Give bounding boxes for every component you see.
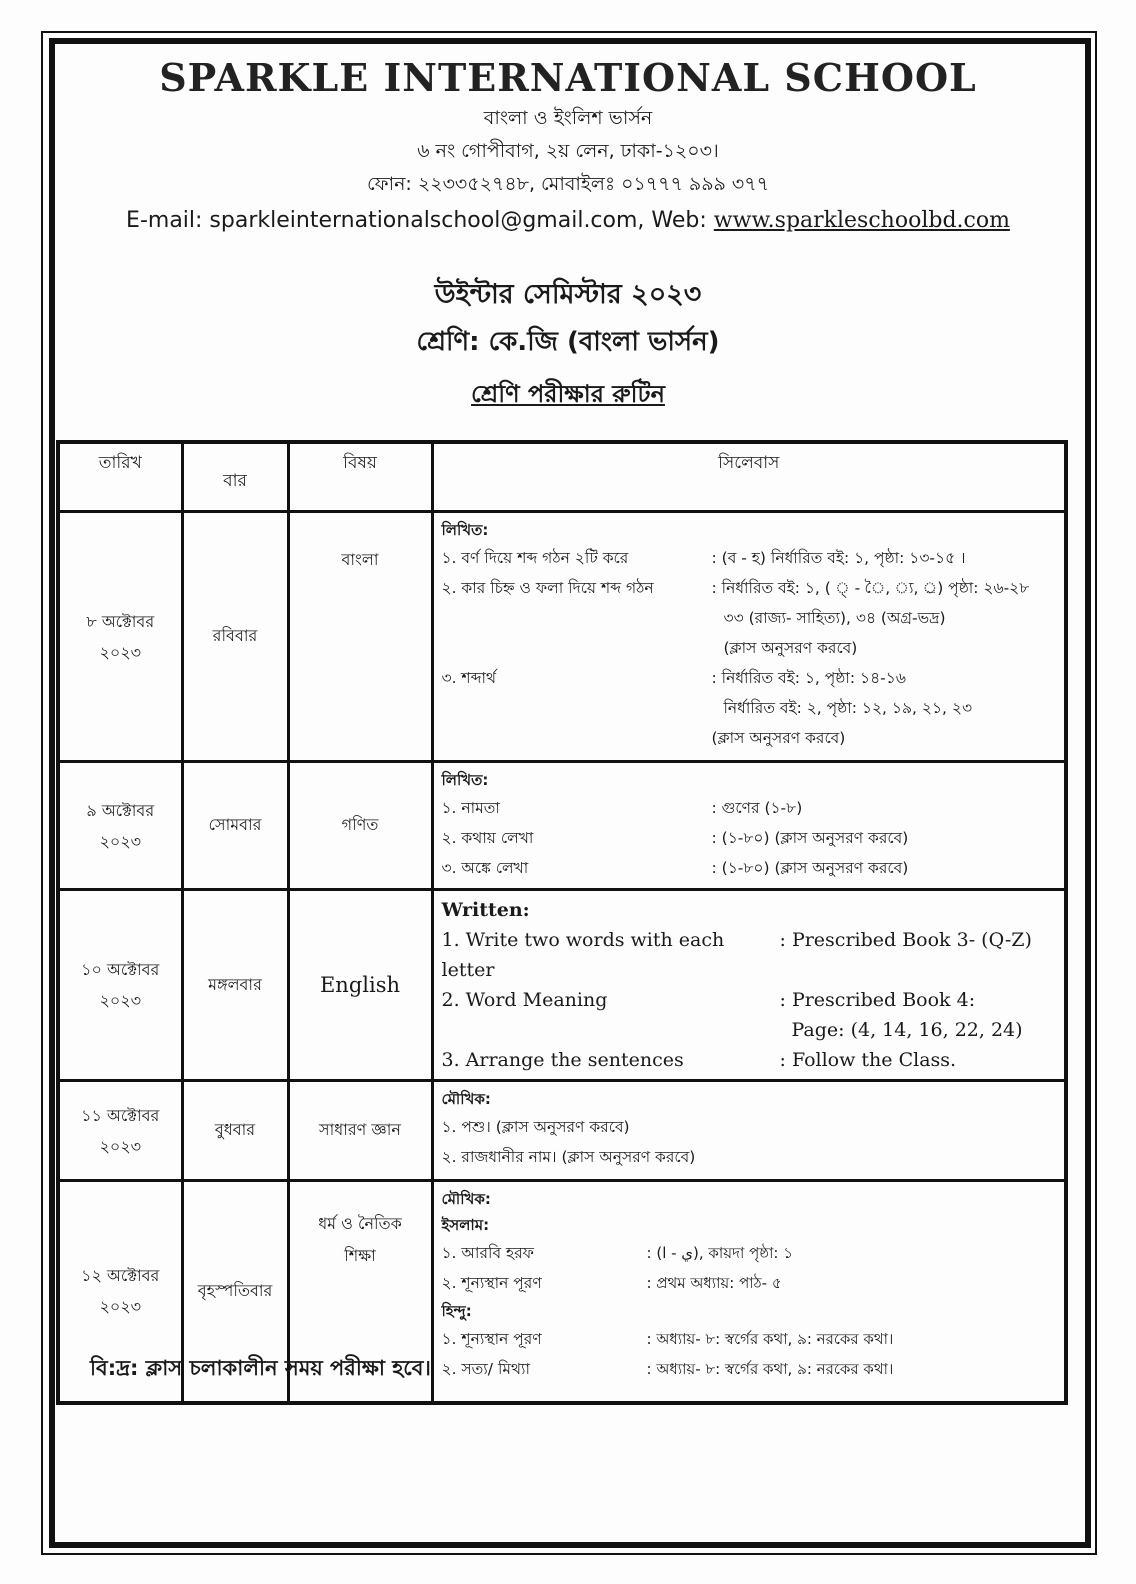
table-row [58, 762, 1066, 890]
item-topic: ২. কথায় লেখা [441, 829, 534, 847]
item-topic: ২. সত্য/ মিথ্যা [441, 1360, 531, 1378]
subject-text: বাংলা [341, 550, 379, 569]
item-detail: : নির্ধারিত বই: ১, ( ্ - ৈ, ্য, ্র) পৃষ্ঠা: ২৬-২৮ [711, 579, 1030, 597]
footnote: বি:দ্র: ক্লাস চলাকালীন সময় পরীক্ষা হবে। [90, 1356, 431, 1380]
header-day: বার [182, 442, 288, 512]
written-label: Written: [441, 899, 530, 921]
subject-text: ধর্ম ও নৈতিক [318, 1214, 402, 1233]
day-cell: সোমবার [182, 762, 288, 890]
syllabus-item [442, 1324, 1057, 1354]
subject-cell: সাধারণ জ্ঞান [288, 1081, 432, 1181]
item-detail: নির্ধারিত বই: ২, পৃষ্ঠা: ১২, ১৯, ২১, ২৩ [723, 699, 973, 717]
year-text: ২০২৩ [99, 1297, 142, 1317]
item-topic: 1. Write two words with each letter [441, 929, 725, 981]
item-detail: (ক্লাস অনুসরণ করবে) [711, 729, 846, 747]
date-cell [58, 512, 182, 762]
item-topic: 2. Word Meaning [441, 989, 608, 1011]
oral-label: মৌখিক: [441, 1090, 491, 1108]
item-topic [442, 1015, 780, 1045]
syllabus-cell [432, 890, 1066, 1081]
item-detail: : (ي - ا), কায়দা পৃষ্ঠা: ১ [646, 1244, 793, 1262]
syllabus-item [442, 1268, 1057, 1298]
item-topic [442, 723, 712, 753]
hindu-label: হিন্দু: [441, 1302, 472, 1320]
item-topic: ৩. শব্দার্থ [441, 669, 497, 687]
syllabus-item [442, 1142, 1057, 1172]
item-detail: ৩৩ (রাজ্য- সাহিত্য), ৩৪ (অগ্র-ভদ্র) [723, 609, 946, 627]
syllabus-item [442, 1238, 1057, 1268]
class-title: শ্রেণি: কে.জি (বাংলা ভার্সন) [416, 327, 720, 357]
item-detail: : (১-৮০) (ক্লাস অনুসরণ করবে) [711, 859, 909, 877]
header-subject: বিষয় [288, 442, 432, 512]
subject-cell: English [288, 890, 432, 1081]
item-topic: ২. কার চিহ্ন ও ফলা দিয়ে শব্দ গঠন [441, 579, 654, 597]
year-text: ২০২৩ [99, 642, 142, 662]
exam-routine-table [56, 440, 1068, 1405]
table-header-row [58, 442, 1066, 512]
item-topic: ১. আরবি হরফ [441, 1244, 535, 1262]
contact-line [60, 203, 1076, 239]
table-row [58, 890, 1066, 1081]
islam-label: ইসলাম: [441, 1216, 490, 1234]
item-topic: ১. পশু। (ক্লাস অনুসরণ করবে) [441, 1118, 630, 1136]
date-text: ১০ অক্টোবর [81, 960, 160, 979]
website-link[interactable]: www.sparkleschoolbd.com [713, 208, 1010, 233]
day-cell: মঙ্গলবার [182, 890, 288, 1081]
item-detail: : Prescribed Book 4: [779, 989, 976, 1011]
syllabus-cell [432, 1181, 1066, 1403]
header-syllabus: সিলেবাস [432, 442, 1066, 512]
syllabus-item [442, 1354, 1057, 1384]
table-row [58, 1081, 1066, 1181]
item-topic: ২. শূন্যস্থান পূরণ [441, 1274, 542, 1292]
routine-title: শ্রেণি পরীক্ষার রুটিন [471, 380, 665, 408]
syllabus-item [442, 823, 1057, 853]
syllabus-cell [432, 762, 1066, 890]
day-cell: বৃহস্পতিবার [182, 1181, 288, 1403]
item-topic: ১. শূন্যস্থান পূরণ [441, 1330, 542, 1348]
syllabus-item [442, 723, 1057, 753]
subject-cell: গণিত [288, 762, 432, 890]
written-label: লিখিত: [441, 771, 489, 789]
titles [60, 272, 1076, 418]
syllabus-item [442, 603, 1057, 633]
syllabus-item [442, 1015, 1057, 1045]
table-row [58, 512, 1066, 762]
item-detail: : প্রথম অধ্যায়: পাঠ- ৫ [646, 1274, 782, 1292]
syllabus-item [442, 925, 1057, 985]
item-topic: ১. বর্ণ দিয়ে শব্দ গঠন ২টি করে [441, 549, 629, 567]
year-text: ২০২৩ [99, 1136, 142, 1156]
syllabus-item [442, 633, 1057, 663]
date-cell [58, 890, 182, 1081]
syllabus-item [442, 853, 1057, 883]
date-text: ১১ অক্টোবর [81, 1105, 160, 1125]
syllabus-item [442, 663, 1057, 693]
item-detail: : অধ্যায়- ৮: স্বর্গের কথা, ৯: নরকের কথা। [646, 1330, 894, 1348]
year-text: ২০২৩ [99, 991, 142, 1010]
item-topic: ৩. অঙ্কে লেখা [441, 859, 529, 877]
syllabus-item [442, 1045, 1057, 1075]
item-topic: ২. রাজধানীর নাম। (ক্লাস অনুসরণ করবে) [441, 1148, 696, 1166]
item-topic: ১. নামতা [441, 799, 500, 817]
item-topic [442, 693, 712, 723]
item-detail: : (ব - হ) নির্ধারিত বই: ১, পৃষ্ঠা: ১৩-১৫ । [711, 549, 966, 567]
item-topic [442, 633, 712, 663]
phone-line: ফোন: ২২৩৩৫২৭৪৮, মোবাইলঃ ০১৭৭৭ ৯৯৯ ৩৭৭ [366, 173, 769, 195]
item-detail: : (১-৮০) (ক্লাস অনুসরণ করবে) [711, 829, 909, 847]
syllabus-item [442, 693, 1057, 723]
date-text: ১২ অক্টোবর [81, 1266, 160, 1286]
syllabus-item [442, 573, 1057, 603]
date-text: ৯ অক্টোবর [86, 800, 155, 820]
date-cell [58, 762, 182, 890]
day-cell: বুধবার [182, 1081, 288, 1181]
semester-title: উইন্টার সেমিস্টার ২০২৩ [434, 279, 702, 310]
item-detail: : Follow the Class. [779, 1049, 957, 1071]
written-label: লিখিত: [441, 521, 489, 539]
syllabus-item [442, 1112, 1057, 1142]
item-topic: 3. Arrange the sentences [441, 1049, 684, 1071]
day-cell: রবিবার [182, 512, 288, 762]
item-detail: Page: (4, 14, 16, 22, 24) [791, 1019, 1023, 1041]
syllabus-item [442, 543, 1057, 573]
subject-text: শিক্ষা [344, 1246, 376, 1265]
school-header [60, 48, 1076, 239]
email-text: E-mail: sparkleinternationalschool@gmail.com, Web: [126, 208, 714, 233]
address-line: ৬ নং গোপীবাগ, ২য় লেন, ঢাকা-১২০৩। [417, 140, 719, 162]
syllabus-item [442, 793, 1057, 823]
version-line: বাংলা ও ইংলিশ ভার্সন [483, 107, 653, 129]
syllabus-item [442, 985, 1057, 1015]
item-detail: : নির্ধারিত বই: ১, পৃষ্ঠা: ১৪-১৬ [711, 669, 906, 687]
school-name: SPARKLE INTERNATIONAL SCHOOL [159, 55, 977, 100]
oral-label: মৌখিক: [441, 1190, 491, 1208]
item-topic [442, 603, 712, 633]
item-detail: : গুণের (১-৮) [711, 799, 803, 817]
syllabus-cell [432, 1081, 1066, 1181]
date-cell [58, 1081, 182, 1181]
item-detail: : অধ্যায়- ৮: স্বর্গের কথা, ৯: নরকের কথা। [646, 1360, 894, 1378]
subject-cell [288, 512, 432, 762]
syllabus-cell [432, 512, 1066, 762]
header-date: তারিখ [58, 442, 182, 512]
date-text: ৮ অক্টোবর [86, 611, 155, 631]
item-detail: : Prescribed Book 3- (Q-Z) [779, 929, 1032, 951]
item-detail: (ক্লাস অনুসরণ করবে) [723, 639, 858, 657]
year-text: ২০২৩ [99, 831, 142, 851]
